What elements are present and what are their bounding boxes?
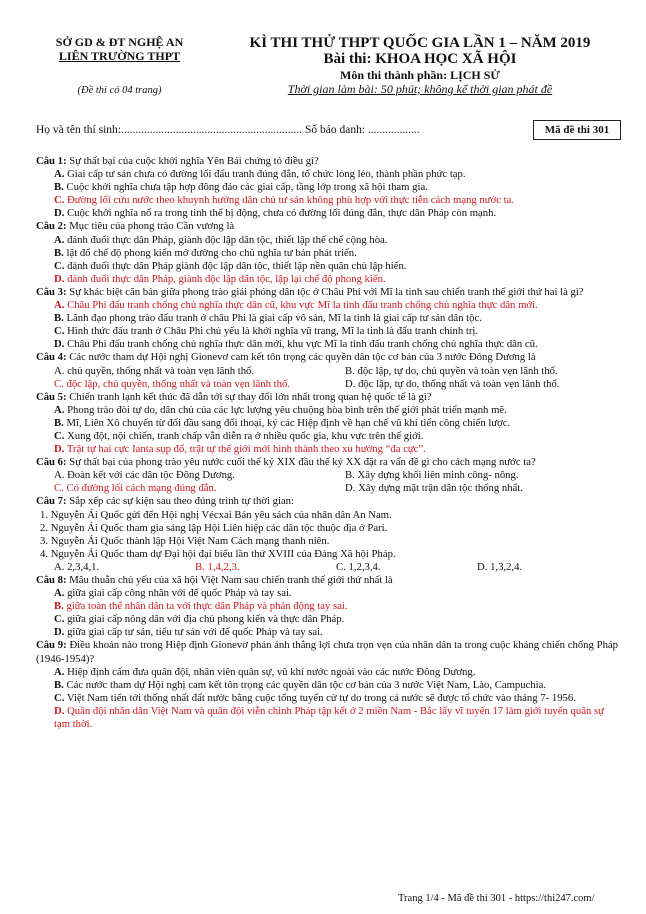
option-a[interactable] (54, 561, 195, 574)
option-a[interactable] (54, 469, 327, 482)
option-letter: A. (54, 364, 65, 377)
question-1 (36, 155, 618, 220)
option-d[interactable] (36, 338, 618, 351)
option-letter: B. (345, 364, 355, 377)
option-letter: D. (477, 560, 488, 573)
component-subject: Môn thi thành phần: LỊCH SỬ (340, 68, 500, 82)
question-text: Mâu thuẫn chủ yếu của xã hội Việt Nam sau chiến tranh thế giới thứ nhất là (69, 574, 393, 586)
option-d[interactable] (327, 378, 618, 391)
option-letter: A. (54, 560, 65, 573)
question-stem (36, 351, 618, 364)
question-number: Câu 9: (36, 639, 67, 652)
option-letter: B. (54, 416, 64, 429)
question-number: Câu 6: (36, 456, 67, 469)
option-d[interactable] (36, 626, 618, 639)
candidate-id-label: Số báo danh: .................. (304, 124, 420, 136)
option-text: độc lập, chủ quyền, thống nhất và toàn vẹn lãnh thổ. (66, 377, 290, 390)
option-d[interactable] (327, 482, 618, 495)
question-number: Câu 8: (36, 574, 67, 586)
department-name: SỞ GD & ĐT NGHỆ AN (55, 35, 184, 49)
option-d[interactable] (477, 561, 618, 574)
question-text: Mục tiêu của phong trào Cần vương là (69, 220, 235, 233)
question-6 (36, 456, 618, 495)
question-text: Sự thất bại của phong trào yêu nước cuối thế kỷ XIX đầu thế kỷ XX đặt ra vấn đề gì cho cách mạng nước ta? (69, 456, 536, 469)
option-text: Xây dựng khối liên minh công- nông. (357, 469, 519, 482)
option-b[interactable] (195, 561, 336, 574)
option-letter: A. (54, 233, 65, 246)
question-number: Câu 5: (36, 390, 67, 403)
header-left (32, 35, 207, 96)
option-c[interactable] (36, 194, 618, 207)
option-text: Cuộc khởi nghĩa chưa tập hợp đông đảo các giai cấp, tầng lớp trong xã hội tham gia. (66, 181, 428, 194)
option-text: Hình thức đấu tranh ở Châu Phi chủ yếu là khởi nghĩa vũ trang, Mĩ la tinh là đấu tranh chính trị. (67, 325, 479, 338)
header-right (210, 35, 630, 96)
option-a[interactable] (36, 587, 618, 600)
pages-note: (Đề thi có 04 trang) (77, 85, 162, 96)
option-text: giữa giai cấp công nhân với đế quốc Pháp và tay sai. (67, 587, 292, 600)
question-text: Sự thất bại của cuộc khởi nghĩa Yên Bái chứng tỏ điều gì? (69, 155, 319, 167)
option-text: đánh đuổi thực dân Pháp, giành độc lập dân tộc, thiết lập thể chế cộng hòa. (67, 233, 388, 246)
option-text: giữa toàn thể nhân dân ta với thực dân Pháp và phản động tay sai. (66, 600, 348, 613)
option-letter: B. (54, 678, 64, 691)
option-letter: C. (54, 613, 65, 626)
option-b[interactable] (327, 365, 618, 378)
candidate-info (36, 124, 420, 136)
option-d[interactable] (36, 705, 618, 731)
option-text: Đường lối cứu nước theo khuynh hướng dân chủ tư sản không phù hợp với thực tiễn cách mạng nước ta. (67, 194, 515, 207)
option-row (36, 561, 618, 574)
option-text: Xung đột, nội chiến, tranh chấp vẫn diễn ra ở nhiều quốc gia, khu vực trên thế giới. (67, 429, 424, 442)
option-letter: A. (54, 299, 65, 312)
option-row (36, 482, 618, 495)
event-item: 3. Nguyễn Ái Quốc thành lập Hội Việt Nam Cách mạng thanh niên. (40, 534, 330, 547)
option-letter: D. (54, 338, 65, 351)
option-c[interactable] (36, 430, 618, 443)
question-number: Câu 4: (36, 351, 67, 364)
option-text: Đoàn kết với các dân tộc Đông Dương. (67, 469, 235, 482)
option-letter: C. (54, 691, 65, 704)
event-item: 1. Nguyễn Ái Quốc gửi đến Hội nghị Vécxai Bản yêu sách của nhân dân An Nam. (40, 508, 392, 521)
option-letter: D. (54, 272, 65, 285)
option-text: Châu Phi đấu tranh chống chủ nghĩa thực dân mới, khu vực Mĩ la tinh đấu tranh chống chủ nghĩa thực dân cũ. (67, 338, 538, 351)
option-text: Mĩ, Liên Xô chuyển từ đối đầu sang đối thoại, ký các Hiệp định về hạn chế vũ khí tiến công chiến lược. (66, 416, 511, 429)
question-8 (36, 574, 618, 639)
option-text: Hiệp định cấm đưa quân đội, nhân viên quân sự, vũ khí nước ngoài vào các nước Đông Dương. (67, 665, 476, 678)
question-4 (36, 351, 618, 390)
question-number: Câu 1: (36, 155, 67, 167)
question-list (36, 155, 618, 731)
option-letter: C. (54, 429, 65, 442)
option-letter: B. (54, 312, 64, 325)
event-item: 4. Nguyễn Ái Quốc tham dự Đại hội đại biểu lần thứ XVIII của Đảng Xã hội Pháp. (40, 547, 396, 560)
option-text: 1,3,2,4. (490, 560, 523, 573)
option-c[interactable] (36, 613, 618, 626)
option-letter: C. (54, 377, 64, 390)
option-letter: A. (54, 665, 65, 678)
option-a[interactable] (36, 404, 618, 417)
question-stem (36, 495, 618, 508)
question-text: Sự khác biệt căn bản giữa phong trào giải phóng dân tộc ở Châu Phi với Mĩ la tinh sau chiến tranh thế giới thứ hai là gì? (69, 285, 584, 298)
exam-subject: Bài thi: KHOA HỌC XÃ HỘI (323, 51, 517, 67)
option-row (36, 378, 618, 391)
option-text: Xây dựng mặt trận dân tộc thống nhất. (358, 482, 523, 495)
option-text: 1,2,3,4. (348, 560, 381, 573)
option-text: 1,4,2,3. (207, 560, 240, 573)
option-c[interactable] (36, 260, 618, 273)
question-number: Câu 2: (36, 220, 67, 233)
option-a[interactable] (36, 234, 618, 247)
option-letter: C. (54, 259, 65, 272)
option-letter: A. (54, 168, 65, 181)
option-text: đánh đuổi thực dân Pháp, giành độc lập dân tộc, lập lại chế độ phong kiến. (67, 272, 386, 285)
option-text: 2,3,4,1. (67, 560, 100, 573)
option-b[interactable] (36, 679, 618, 692)
question-text: Điều khoản nào trong Hiệp định Gionevơ phản ánh thắng lợi chưa trọn vẹn của nhân dân ta trong cuộc kháng chiến chống Pháp (1946-1954)? (36, 639, 619, 665)
question-number: Câu 3: (36, 285, 67, 298)
candidate-name-label: Họ và tên thí sinh:............................................................... (36, 124, 303, 136)
option-text: Các nước tham dự Hội nghị cam kết tôn trọng các quyền dân tộc cơ bản của 3 nước Việt Nam, Lào, Campuchia. (66, 678, 547, 691)
option-letter: D. (54, 626, 65, 639)
option-letter: D. (54, 443, 65, 456)
option-b[interactable] (327, 469, 618, 482)
question-3 (36, 286, 618, 351)
option-b[interactable] (36, 417, 618, 430)
option-row (36, 469, 618, 482)
option-row (36, 365, 618, 378)
option-b[interactable] (36, 247, 618, 260)
option-text: Có đường lối cách mạng đúng đắn. (66, 482, 217, 495)
option-letter: C. (54, 194, 65, 207)
option-letter: A. (54, 587, 65, 600)
option-d[interactable] (36, 273, 618, 286)
exam-duration: Thời gian làm bài: 50 phút; không kể thời gian phát đề (287, 82, 553, 96)
option-letter: B. (54, 181, 64, 194)
option-letter: D. (345, 377, 356, 390)
question-2 (36, 220, 618, 285)
option-text: Việt Nam tiến tới thống nhất đất nước bằng cuộc tổng tuyển cử tự do trong cả nước sẽ được tổ chức vào tháng 7- 1956. (66, 691, 576, 704)
question-5 (36, 391, 618, 456)
exam-code-box: Mã đề thi 301 (533, 120, 621, 140)
option-letter: B. (54, 246, 64, 259)
question-stem (36, 574, 618, 587)
option-text: độc lập, tự do, chủ quyền và toàn vẹn lãnh thổ. (357, 364, 558, 377)
option-text: lật đổ chế độ phong kiến mở đường cho chủ nghĩa tư bản phát triển. (66, 246, 357, 259)
question-stem (36, 456, 618, 469)
question-stem (36, 639, 618, 665)
option-d[interactable] (36, 207, 618, 220)
option-text: độc lập, tự do, thống nhất và toàn vẹn lãnh thổ. (358, 377, 560, 390)
option-a[interactable] (36, 666, 618, 679)
event-item: 2. Nguyễn Ái Quốc tham gia sáng lập Hội Liên hiệp các dân tộc thuộc địa ở Pari. (40, 521, 388, 534)
option-letter: D. (54, 704, 65, 717)
option-text: đánh đuổi thực dân Pháp giành độc lập dân tộc, thiết lập nền quân chủ lập hiến. (67, 259, 407, 272)
option-b[interactable] (36, 181, 618, 194)
question-stem (36, 286, 618, 299)
option-letter: D. (345, 482, 356, 495)
option-letter: A. (54, 469, 65, 482)
exam-title: KÌ THI THỬ THPT QUỐC GIA LẦN 1 – NĂM 2019 (249, 35, 591, 51)
option-text: Phong trào đòi tự do, dân chủ của các lực lượng yêu chuộng hòa bình trên thế giới phát triển mạnh mẽ. (67, 403, 507, 416)
question-text: Sắp xếp các sự kiện sau theo đúng trình tự thời gian: (69, 495, 294, 508)
question-stem (36, 220, 618, 233)
question-9 (36, 639, 618, 731)
option-c[interactable] (36, 325, 618, 338)
option-c[interactable] (336, 561, 477, 574)
option-letter: D. (54, 207, 65, 220)
option-text: Châu Phi đấu tranh chống chủ nghĩa thực dân cũ, khu vực Mĩ la tinh đấu tranh chống chủ nghĩa thực dân mới. (67, 299, 538, 312)
option-letter: C. (54, 325, 65, 338)
question-text: Các nước tham dự Hội nghị Gionevơ cam kết tôn trọng các quyền dân tộc cơ bản của 3 nước Đông Dương là (69, 351, 536, 364)
option-b[interactable] (36, 600, 618, 613)
option-text: Cuộc khởi nghĩa nổ ra trong tình thế bị động, chưa có đường lối đúng đắn, thực dân Pháp còn mạnh. (67, 207, 497, 220)
option-text: giữa giai cấp tư sản, tiểu tư sản với đế quốc Pháp và tay sai. (67, 626, 323, 639)
option-letter: A. (54, 403, 65, 416)
question-text: Chiến tranh lạnh kết thúc đã dẫn tới sự thay đổi lớn nhất trong quan hệ quốc tế là gì? (69, 390, 432, 403)
option-letter: C. (336, 560, 346, 573)
option-d[interactable] (36, 443, 618, 456)
question-number: Câu 7: (36, 495, 67, 508)
option-text: Trật tự hai cực Ianta sụp đổ, trật tự thế giới mới hình thành theo xu hướng “đa cực”. (66, 443, 426, 456)
option-a[interactable] (54, 365, 327, 378)
option-text: Quân đội nhân dân Việt Nam và quân đội viễn chinh Pháp tập kết ở 2 miền Nam - Bắc lấy vĩ tuyến 17 làm giới tuyến quân sự tạm thời. (54, 704, 604, 731)
option-letter: B. (345, 469, 355, 482)
option-c[interactable] (54, 482, 327, 495)
option-letter: C. (54, 482, 64, 495)
option-text: giữa giai cấp nông dân với địa chủ phong kiến và thực dân Pháp. (67, 613, 345, 626)
question-stem (36, 391, 618, 404)
school-name: LIÊN TRƯỜNG THPT (58, 49, 181, 63)
option-b[interactable] (36, 312, 618, 325)
option-text: chủ quyền, thống nhất và toàn vẹn lãnh thổ. (67, 364, 255, 377)
option-a[interactable] (36, 168, 618, 181)
option-c[interactable] (36, 692, 618, 705)
option-letter: B. (195, 560, 205, 573)
option-text: Giai cấp tư sản chưa có đường lối đấu tranh đúng đắn, tổ chức lỏng lẻo, thành phần phức tạp. (67, 168, 466, 181)
option-a[interactable] (36, 299, 618, 312)
option-letter: B. (54, 600, 64, 613)
question-7 (36, 495, 618, 574)
option-text: Lãnh đạo phong trào đấu tranh ở châu Phi là giai cấp vô sản, Mĩ la tinh là giai cấp tư sản dân tộc. (66, 312, 482, 325)
page-footer: Trang 1/4 - Mã đề thi 301 - https://thi247.com/ (398, 893, 595, 904)
option-c[interactable] (54, 378, 327, 391)
question-stem (36, 155, 618, 168)
